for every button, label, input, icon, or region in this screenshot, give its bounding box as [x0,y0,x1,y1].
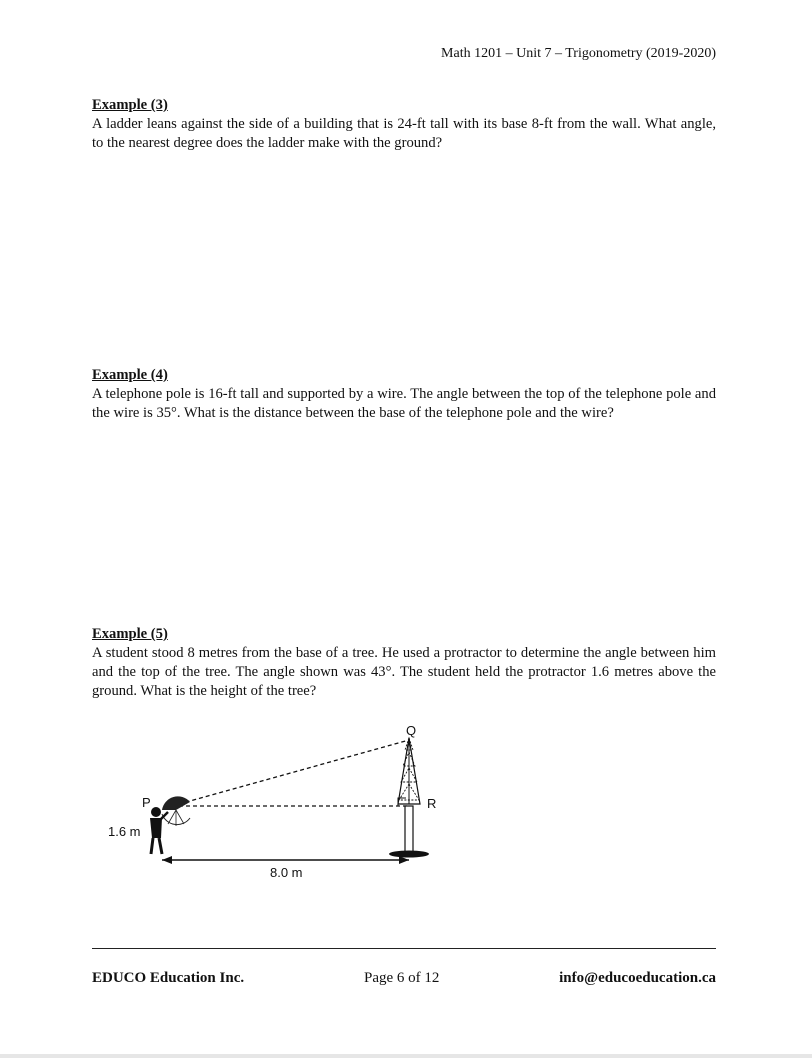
distance-arrow [162,856,409,864]
footer-company: EDUCO Education Inc. [92,970,245,986]
example-5 [92,625,716,701]
point-p-label: P [142,795,151,810]
distance-label: 8.0 m [270,865,303,880]
student-figure-icon [150,807,168,854]
example-3 [92,96,716,153]
example-text: A telephone pole is 16-ft tall and supported by a wire. The angle between the top of the telephone pole and the wire is 35°. What is the distance between the base of the telephone pole and the wire? [92,386,716,421]
tree-height-diagram [100,720,440,885]
example-title: Example (5) [92,626,168,642]
footer-page-number: Page 6 of 12 [364,970,440,986]
tree-icon [389,738,429,858]
point-q-label: Q [406,723,417,738]
point-r-label: R [427,796,437,811]
example-title: Example (3) [92,97,168,113]
page-header: Math 1201 – Unit 7 – Trigonometry (2019-2020) [441,46,716,61]
footer-divider [92,948,716,949]
example-text: A ladder leans against the side of a building that is 24-ft tall with its base 8-ft from the wall. What angle, to the nearest degree does the ladder make with the ground? [92,116,716,151]
example-title: Example (4) [92,367,168,383]
height-label: 1.6 m [108,824,141,839]
example-4 [92,366,716,423]
page-bottom-edge [0,1054,812,1058]
example-text: A student stood 8 metres from the base of a tree. He used a protractor to determine the angle between him and the top of the tree. The angle shown was 43°. The student held the protractor 1.6 metres above the ground. What is the height of the tree? [92,645,716,699]
line-of-sight [172,740,409,806]
protractor-icon [162,796,190,826]
footer-email-link[interactable]: info@educoeducation.ca [559,970,716,986]
